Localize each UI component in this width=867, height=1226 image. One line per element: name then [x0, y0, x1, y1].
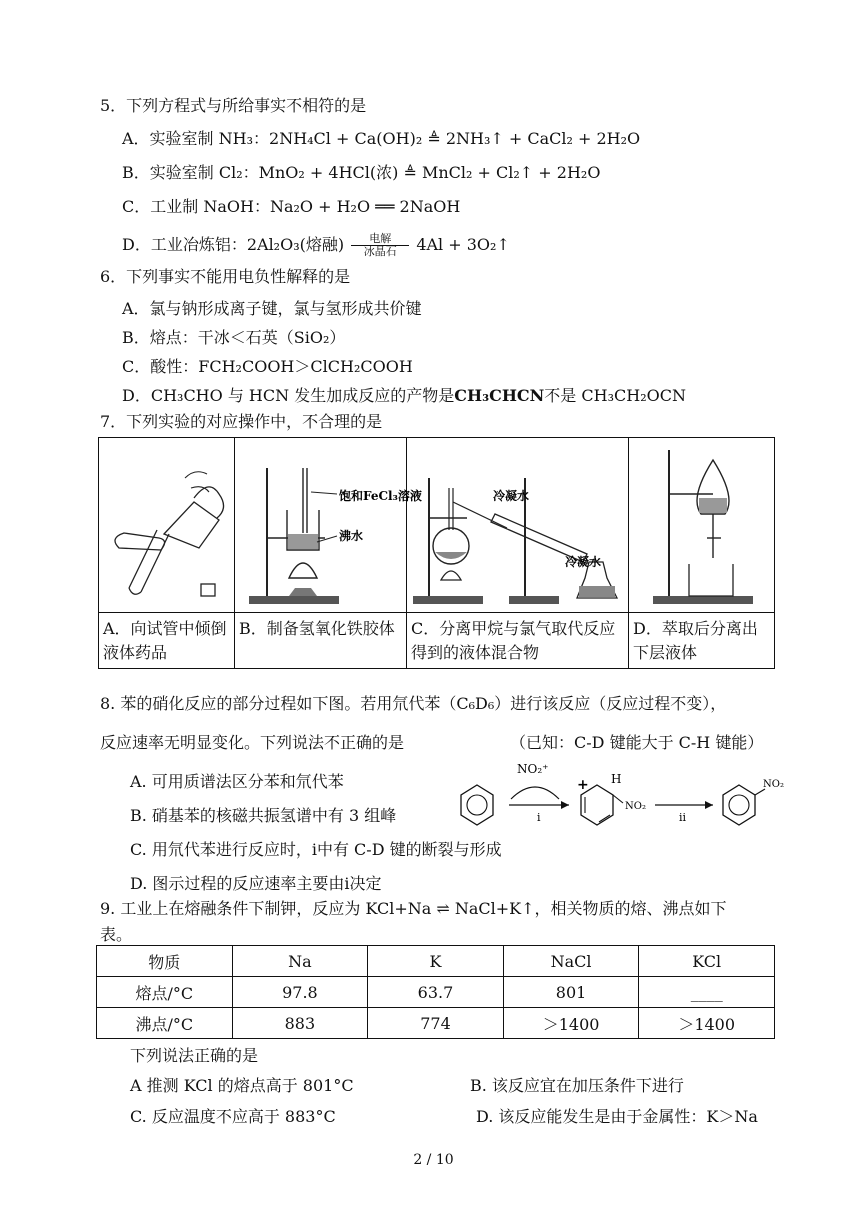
cond-bottom: 冰晶石 — [363, 245, 397, 258]
plus-charge: + — [577, 777, 589, 793]
caption-c: C．分离甲烷与氯气取代反应得到的液体混合物 — [407, 613, 629, 669]
nitrobenzene — [723, 785, 765, 825]
step-ii-label: ii — [679, 811, 687, 824]
figure-b-colloid — [235, 438, 422, 608]
nitration-scheme — [455, 755, 785, 845]
figure-a-cell — [99, 438, 235, 613]
table-cell: ＞1400 — [503, 1008, 639, 1039]
table-header-row — [97, 946, 775, 977]
q6-stem: 6．下列事实不能用电负性解释的是 — [100, 267, 351, 286]
h-label: H — [611, 772, 622, 786]
q9-option-a: A 推测 KCl 的熔点高于 801°C — [130, 1076, 354, 1095]
q6-d-bold: CH₃CHCN — [454, 386, 545, 405]
figure-d-cell — [629, 438, 775, 613]
step-i-label: i — [537, 811, 541, 824]
q9-stem-line1: 9. 工业上在熔融条件下制钾，反应为 KCl+Na ⇌ NaCl+K↑，相关物质的熔、沸点如下 — [100, 899, 727, 918]
caption-a: A．向试管中倾倒液体药品 — [99, 613, 235, 669]
q9-option-c: C. 反应温度不应高于 883°C — [130, 1107, 336, 1126]
q5-option-c: C．工业制 NaOH：Na₂O + H₂O ══ 2NaOH — [122, 197, 461, 216]
q6-option-d — [122, 385, 686, 407]
q9-option-d: D. 该反应能发生是由于金属性：K＞Na — [476, 1107, 758, 1126]
electrolysis-condition — [351, 233, 409, 258]
table-cell: ＞1400 — [639, 1008, 775, 1039]
q6-d-left: D．CH₃CHO 与 HCN 发生加成反应的产物是 — [122, 386, 455, 405]
label-condenser-water-in: 冷凝水 — [493, 489, 530, 503]
table-cell: 97.8 — [232, 977, 368, 1008]
q8-stem-line1: 8. 苯的硝化反应的部分过程如下图。若用氘代苯（C₆D₆）进行该反应（反应过程不变）， — [100, 694, 727, 713]
table-row — [97, 977, 775, 1008]
benzene-ring — [461, 785, 493, 825]
table-cell-blank: ____ — [639, 977, 775, 1008]
figure-b-cell — [235, 438, 422, 613]
no2-intermediate: NO₂ — [625, 801, 646, 812]
figure-a-pouring — [99, 438, 233, 608]
reagent-no2-plus: NO₂⁺ — [517, 762, 549, 776]
table-cell: 883 — [232, 1008, 368, 1039]
table-cell: 63.7 — [368, 977, 504, 1008]
q8-option-a: A. 可用质谱法区分苯和氘代苯 — [130, 772, 344, 791]
q8-option-b: B. 硝基苯的核磁共振氢谱中有 3 组峰 — [130, 806, 397, 825]
label-boiling-water: 沸水 — [339, 529, 364, 543]
q5-option-d — [122, 233, 510, 258]
table-cell: 熔点/°C — [97, 977, 233, 1008]
q9-option-b: B. 该反应宜在加压条件下进行 — [470, 1076, 684, 1095]
figure-c-distillation — [407, 438, 627, 608]
figure-c-cell — [407, 438, 629, 613]
q9-prompt: 下列说法正确的是 — [130, 1046, 259, 1065]
table-cell: 沸点/°C — [97, 1008, 233, 1039]
header-cell: KCl — [639, 946, 775, 977]
q8-option-c: C. 用氘代苯进行反应时，i中有 C-D 键的断裂与形成 — [130, 840, 502, 859]
header-cell: 物质 — [97, 946, 233, 977]
q9-properties-table — [96, 945, 775, 1039]
q8-stem-line2: 反应速率无明显变化。下列说法不正确的是 — [100, 733, 405, 752]
figure-d-separatory-funnel — [629, 438, 773, 608]
q5-option-a: A．实验室制 NH₃：2NH₄Cl + Ca(OH)₂ ≜ 2NH₃↑ + CaCl₂ + 2H₂O — [122, 129, 641, 148]
q5-stem: 5．下列方程式与所给事实不相符的是 — [100, 96, 367, 115]
q6-option-c: C．酸性：FCH₂COOH＞ClCH₂COOH — [122, 357, 413, 376]
q6-option-a: A．氯与钠形成离子键，氯与氢形成共价键 — [122, 299, 422, 318]
q8-option-d: D. 图示过程的反应速率主要由i决定 — [130, 874, 382, 893]
table-cell: 801 — [503, 977, 639, 1008]
table-cell: 774 — [368, 1008, 504, 1039]
caption-b: B．制备氢氧化铁胶体 — [235, 613, 407, 669]
header-cell: Na — [232, 946, 368, 977]
q5-d-right: 4Al + 3O₂↑ — [416, 235, 510, 254]
q7-experiment-table — [98, 437, 775, 669]
q6-option-b: B．熔点：干冰＜石英（SiO₂） — [122, 328, 346, 347]
q7-stem: 7．下列实验的对应操作中，不合理的是 — [100, 412, 383, 431]
q8-given-note: （已知：C-D 键能大于 C-H 键能） — [510, 733, 764, 752]
q5-option-b: B．实验室制 Cl₂：MnO₂ + 4HCl(浓) ≜ MnCl₂ + Cl₂↑ + 2H₂O — [122, 163, 601, 182]
header-cell: NaCl — [503, 946, 639, 977]
q5-d-left: D．工业冶炼铝：2Al₂O₃(熔融) — [122, 235, 345, 254]
page-number: 2 / 10 — [413, 1152, 454, 1168]
table-row — [97, 1008, 775, 1039]
cond-top: 电解 — [369, 232, 392, 245]
label-fecl3: 饱和FeCl₃溶液 — [339, 489, 422, 503]
header-cell: K — [368, 946, 504, 977]
arrow-step-i — [511, 787, 559, 799]
q9-stem-line2: 表。 — [100, 925, 133, 944]
label-condenser-water-out: 冷凝水 — [565, 555, 602, 569]
no2-product: NO₂ — [763, 779, 784, 790]
q6-d-right: 不是 CH₃CH₂OCN — [544, 386, 686, 405]
caption-d: D．萃取后分离出下层液体 — [629, 613, 775, 669]
